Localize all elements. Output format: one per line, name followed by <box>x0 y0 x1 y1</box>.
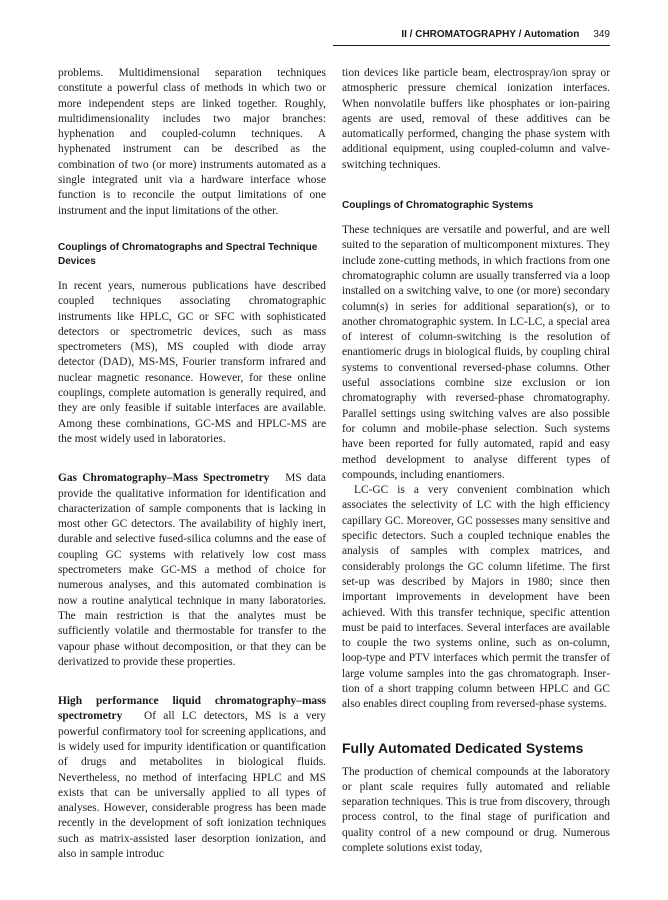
paragraph-production: The production of chemical compounds at the laboratory or plant scale requires fully automated and reliable separation techniques. This is true from discovery, through process control, to the final stage of purification and quality control of a new compound or drug. Numerous complete solutions exist today, <box>342 765 610 855</box>
paragraph-coupled-techniques: In recent years, numerous publications have described coupled techniques associating chromatographic instruments like HPLC, GC or SFC with sophisticated detectors or spectrometric devices, such as mass spectrometers (MS), MS coupled with diode array detector (DAD), MS-MS, Fourier transform infrared and nuclear magnetic resonance. However, for these online couplings, complete automation is generally required, and they are only feasible if suitable interfaces are available. Among these combinations, GC-MS and HPLC-MS are the most widely used in laboratories. <box>58 279 326 445</box>
paragraph-interfaces: tion devices like particle beam, electrospray/ion spray or atmospheric pressure chemical ionization interfaces. When nonvolatile buffers like phosphates or ion-pairing agents are used, removal of these additives can be automatically performed, changing the phase system with additional equipment, using coupled-column and valve-switching techniques. <box>342 67 610 171</box>
paragraph-hplc-ms <box>58 694 326 862</box>
left-column <box>58 66 326 862</box>
section-heading-fully-automated: Fully Automated Dedicated Systems <box>342 739 584 756</box>
runin-heading-hplc-ms: High performance liquid chromatography–mass spectrometry <box>58 695 326 723</box>
running-title: II / CHROMATOGRAPHY / Automation <box>401 29 580 40</box>
hplc-ms-text: Of all LC detectors, MS is a very powerful confirmatory tool for screening applications, and is widely used for impurity identification or quantification of drugs and metabolites in biological fluids. Nevertheless, no method of interfacing HPLC and MS exists that can be universally applied to all types of analyses. However, considerable progress has been made recently in the development of soft ionization techniques such as matrix-assisted laser desorption ionization, and also in sample introduc <box>58 710 327 861</box>
paragraph-gc-ms <box>58 471 326 670</box>
paragraph-continuation: problems. Multidimensional separation techniques constitute a powerful class of methods in which two or more independent steps are linked together. Roughly, multidimensionality includes two major branches: hyphenation and coupled-column techniques. A hyphenated instrument can be described as the combination of two (or more) instruments automated as a single integrated unit via a hardware interface whose function is to reconcile the output limitations of one instrument and the input limitations of the other. <box>58 67 326 217</box>
section-heading-spectral-couplings: Couplings of Chromatographs and Spectral Technique Devices <box>58 241 318 267</box>
paragraph-versatile-techniques: These techniques are versatile and powerful, and are well suited to the separation of multicomponent mixtures. They include zone-cutting methods, in which fractions from one chromatographic column are usually transferred via a loop installed on a switching valve, to one (or more) secondary column(s) in series for additional separation(s), or to another chromatographic system. In LC-LC, a special area of interest of column-switching is the resolution of enantiomeric drugs in biological fluids, by coupling chiral systems to conventional reversed-phase columns. Other useful associations combine size exclusion or ion chromatography with reversed-phase chromatography. Parallel settings using switching valves are also possible for column and mobile-phase selection. Such systems have been reported for fully automated, rapid and easy method development to analyse different types of compounds, including enantiomers. <box>342 224 610 481</box>
paragraph-lc-gc: LC-GC is a very convenient combination which associates the selectivity of LC with the high efficiency capillary GC. Moreover, GC possesses many sensitive and specific detectors. Such a coupled technique enables the analysis of samples with complex matrices, and considerably prolongs the GC column lifetime. The first set-up was described by Majors in 1980; since then important improvements in development have been achieved. With this transfer technique, specific attention must be paid to interfaces. Several interfaces are available to couple the two systems online, such as on-column, loop-type and PTV interfaces which permit the transfer of large volume samples into the gas chromatograph. Insertion of a short trapping column between HPLC and GC also enables direct coupling from reversed-phase systems. <box>342 484 610 711</box>
gc-ms-text: MS data provide the qualitative information for identification and characterization of sample components that is lacking in most other GC detectors. The availability of highly inert, durable and selective fused-silica columns and the ease of coupling GC systems with relatively low cost mass spectrometers make GC-MS a method of choice for numerous analyses, and this automated combination is now a routine analytical technique in many laboratories. The main restriction is that the analytes must be sufficiently volatile and thermostable for transfer to the vapour phase without decomposition, or that they can be derivatized to provide these properties. <box>58 472 326 668</box>
section-heading-chromatographic-couplings: Couplings of Chromatographic Systems <box>342 200 534 212</box>
running-header <box>401 29 610 40</box>
right-column <box>342 66 610 856</box>
header-rule <box>333 45 610 46</box>
page-number: 349 <box>593 29 610 40</box>
runin-heading-gc-ms: Gas Chromatography–Mass Spectrometry <box>58 472 270 485</box>
